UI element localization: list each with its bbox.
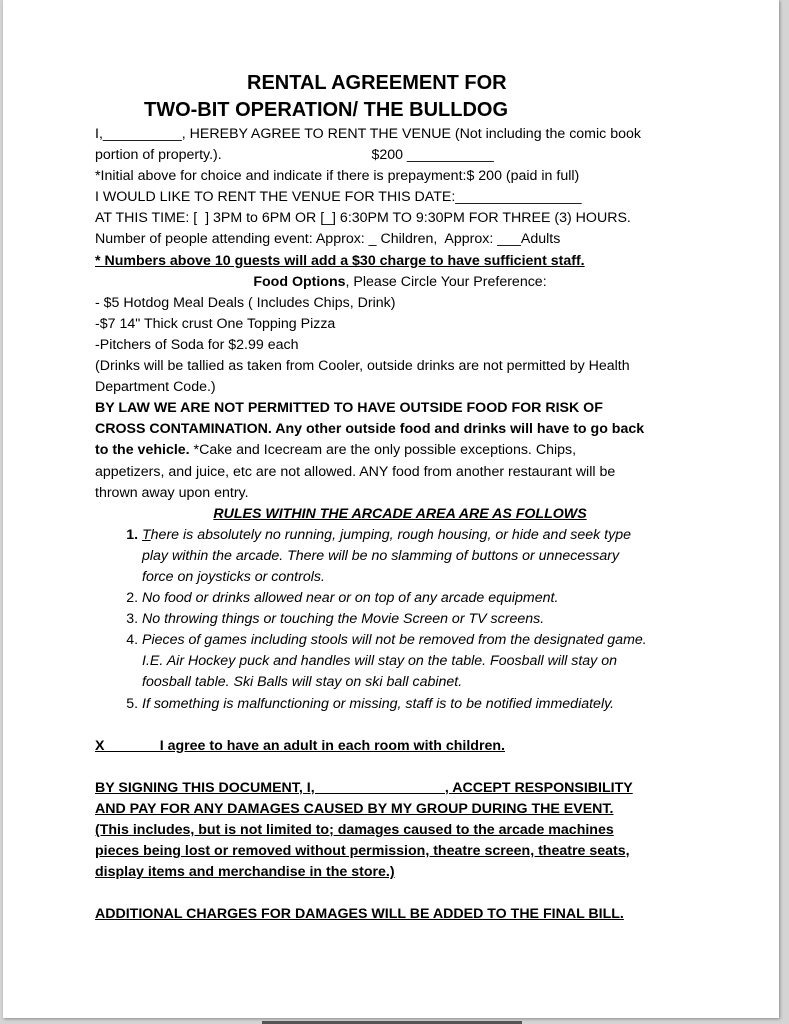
rules-list [95, 525, 705, 715]
rule-line: force on joysticks or controls. [142, 568, 325, 585]
document-title-line-2: TWO-BIT OPERATION/ THE BULLDOG [144, 99, 509, 121]
signing-clause: AND PAY FOR ANY DAMAGES CAUSED BY MY GROUP DURING THE EVENT. [95, 800, 614, 817]
drinks-note: (Drinks will be tallied as taken from Cooler, outside drinks are not permitted by Health [95, 358, 630, 375]
food-item: -$7 14" Thick crust One Topping Pizza [95, 315, 336, 332]
document-content [95, 70, 705, 925]
rule-line-rest: here is absolutely no running, jumping, rough housing, or hide and seek type [150, 526, 631, 543]
law-notice-rest: *Cake and Icecream are the only possible exceptions. Chips, [189, 442, 577, 459]
rule-line: play within the arcade. There will be no slamming of buttons or unnecessary [142, 547, 620, 564]
signing-clause: pieces being lost or removed without permission, theatre screen, theatre seats, [95, 843, 630, 859]
law-notice-bold: to the vehicle. [95, 442, 190, 459]
rule-line: I.E. Air Hockey puck and handles will stay on the table. Foosball will stay on [142, 653, 617, 670]
guest-notice: * Numbers above 10 guests will add a $30 charge to have sufficient staff. [95, 252, 585, 269]
rule-item [142, 609, 705, 630]
document-page [3, 0, 779, 1018]
rule-first-letter: T [142, 526, 151, 543]
intro-line: portion of property.). $200 ___________ [95, 147, 494, 164]
law-notice: CROSS CONTAMINATION. Any other outside food and drinks will have to go back [95, 421, 645, 438]
food-options-label: Food Options [253, 273, 346, 290]
additional-charges-notice: ADDITIONAL CHARGES FOR DAMAGES WILL BE ADDED TO THE FINAL BILL. [95, 906, 624, 923]
document-title-line-1: RENTAL AGREEMENT FOR [247, 72, 507, 94]
law-notice: appetizers, and juice, etc are not allowed. ANY food from another restaurant will be [95, 463, 616, 480]
food-options-heading [95, 272, 705, 293]
rule-line: foosball table. Ski Balls will stay on ski ball cabinet. [142, 674, 463, 691]
rule-item [142, 588, 705, 609]
food-item: -Pitchers of Soda for $2.99 each [95, 336, 299, 353]
adult-supervision-line: X______ I agree to have an adult in each room with children. [95, 737, 505, 754]
rule-line: 5. If something is malfunctioning or missing, staff is to be notified immediately. [142, 695, 615, 712]
intro-line: I,__________, HEREBY AGREE TO RENT THE VENUE (Not including the comic book [95, 126, 641, 142]
rule-line: 4. Pieces of games including stools will not be removed from the designated game. [142, 632, 647, 649]
food-item: - $5 Hotdog Meal Deals ( Includes Chips, Drink) [95, 294, 396, 311]
rule-line: 2. No food or drinks allowed near or on top of any arcade equipment. [142, 590, 559, 607]
intro-line: AT THIS TIME: [ ] 3PM to 6PM OR [_] 6:30PM TO 9:30PM FOR THREE (3) HOURS. [95, 210, 631, 227]
signing-clause: display items and merchandise in the store.) [95, 864, 395, 881]
intro-line: *Initial above for choice and indicate if there is prepayment:$ 200 (paid in full) [95, 168, 580, 185]
rule-line [142, 525, 705, 546]
rule-item [142, 630, 705, 693]
rule-item [142, 694, 705, 715]
rules-heading: RULES WITHIN THE ARCADE AREA ARE AS FOLLOWS [213, 505, 587, 522]
intro-line: I WOULD LIKE TO RENT THE VENUE FOR THIS DATE:________________ [95, 189, 582, 206]
food-options-instruction: , Please Circle Your Preference: [345, 273, 547, 290]
law-notice [95, 440, 705, 461]
rule-line: 3. No throwing things or touching the Movie Screen or TV screens. [142, 611, 545, 628]
rule-item [142, 525, 705, 588]
signing-clause: (This includes, but is not limited to; damages caused to the arcade machines [95, 821, 614, 838]
law-notice: BY LAW WE ARE NOT PERMITTED TO HAVE OUTSIDE FOOD FOR RISK OF [95, 400, 603, 417]
signing-clause: BY SIGNING THIS DOCUMENT, I, ________________, ACCEPT RESPONSIBILITY [95, 779, 633, 796]
intro-line: Number of people attending event: Approx: _ Children, Approx: ___Adults [95, 231, 561, 248]
law-notice: thrown away upon entry. [95, 484, 249, 501]
drinks-note: Department Code.) [95, 379, 216, 396]
